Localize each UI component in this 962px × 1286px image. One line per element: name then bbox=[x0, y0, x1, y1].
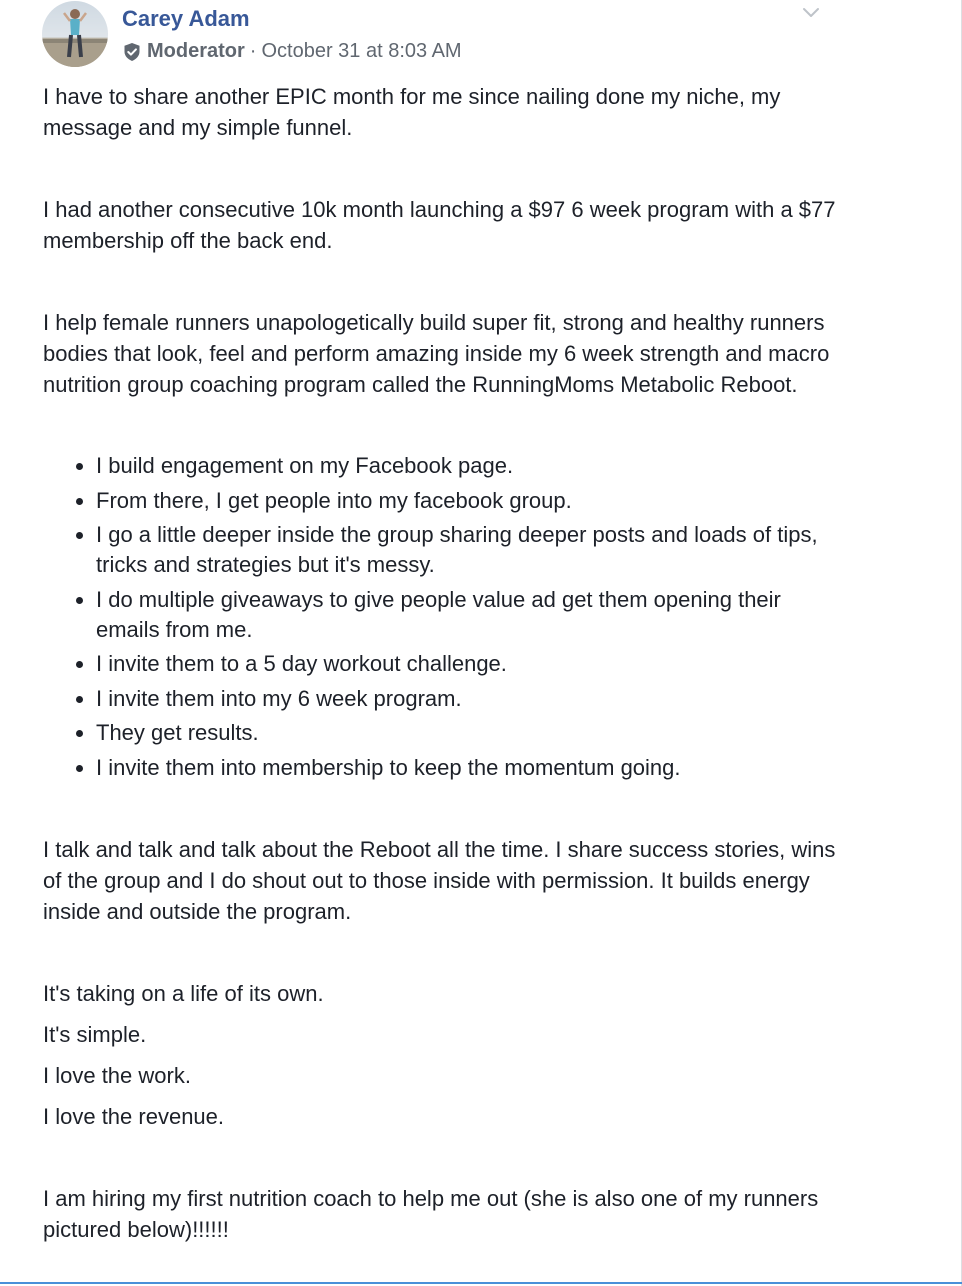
post-timestamp-link[interactable]: October 31 at 8:03 AM bbox=[261, 40, 462, 62]
list-item: • I invite them into my 6 week program. bbox=[96, 684, 843, 714]
short-line: It's taking on a life of its own. bbox=[43, 980, 324, 1006]
avatar[interactable] bbox=[42, 1, 108, 67]
post-body bbox=[43, 81, 843, 1245]
list-item: • I go a little deeper inside the group sharing deeper posts and loads of tips, tricks and strategies but it's messy. bbox=[96, 520, 843, 580]
post-meta bbox=[122, 40, 462, 63]
post-paragraph: I help female runners unapologetically build super fit, strong and healthy runners bodies that look, feel and perform amazing inside my 6 week strength and macro nutrition group coaching program called the RunningMoms Metabolic Reboot. bbox=[43, 310, 830, 397]
short-line: I love the work. bbox=[43, 1062, 191, 1088]
list-item: • I invite them to a 5 day workout challenge. bbox=[96, 649, 843, 679]
list-item: • They get results. bbox=[96, 718, 843, 748]
avatar-photo-icon bbox=[42, 1, 108, 67]
short-line: It's simple. bbox=[43, 1021, 147, 1047]
post-paragraph: I had another consecutive 10k month launching a $97 6 week program with a $77 membership off the back end. bbox=[43, 197, 836, 253]
divider bbox=[0, 1282, 962, 1284]
list-item: • I invite them into membership to keep the momentum going. bbox=[96, 753, 843, 783]
chevron-down-icon[interactable] bbox=[800, 4, 822, 22]
meta-separator: · bbox=[249, 40, 257, 62]
author-name-link[interactable]: Carey Adam bbox=[122, 6, 250, 31]
list-item: • From there, I get people into my facebook group. bbox=[96, 486, 843, 516]
list-item: • I do multiple giveaways to give people value ad get them opening their emails from me. bbox=[96, 585, 843, 645]
shield-check-icon bbox=[122, 42, 142, 62]
post-paragraph: I talk and talk and talk about the Reboot all the time. I share success stories, wins of the group and I do shout out to those inside with permission. It builds energy inside and outside the program. bbox=[43, 836, 836, 924]
funnel-bullet-list bbox=[43, 451, 843, 783]
post-paragraph: I have to share another EPIC month for me since nailing done my niche, my message and my simple funnel. bbox=[43, 84, 781, 140]
short-line: I love the revenue. bbox=[43, 1103, 225, 1129]
post-paragraph: I am hiring my first nutrition coach to help me out (she is also one of my runners pictured below)!!!!!! bbox=[43, 1185, 819, 1242]
list-item: • I build engagement on my Facebook page. bbox=[96, 451, 843, 481]
moderator-badge: Moderator bbox=[147, 40, 245, 62]
